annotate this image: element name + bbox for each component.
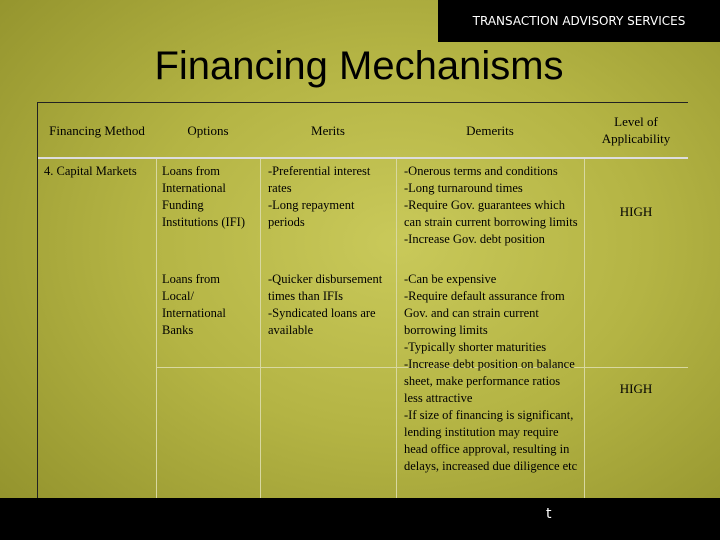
row2-demerit: -Increase debt position on balance sheet, make performance ratios less attractive bbox=[404, 357, 575, 405]
row1-demerit: -Long turnaround times bbox=[404, 181, 523, 195]
header-options: Options bbox=[187, 122, 229, 138]
row1-demerits bbox=[400, 163, 584, 248]
grid-line bbox=[396, 159, 397, 501]
page-title bbox=[0, 44, 720, 89]
row1-option: Loans from International Funding Institutions (IFI) bbox=[162, 164, 245, 229]
row2-merits bbox=[264, 271, 396, 339]
header-demerits: Demerits bbox=[466, 122, 514, 138]
row1-demerit: -Require Gov. guarantees which can strain current borrowing limits bbox=[404, 198, 578, 229]
row1-method: 4. Capital Markets bbox=[44, 164, 137, 178]
footer-bar bbox=[0, 498, 720, 540]
row2-option: Loans from Local/ International Banks bbox=[162, 272, 226, 337]
header-level: Level of Applicability bbox=[601, 114, 671, 146]
row1-level: HIGH bbox=[619, 203, 653, 219]
row2-demerit: -Can be expensive bbox=[404, 272, 497, 286]
row1-merit: -Preferential interest rates bbox=[268, 164, 371, 195]
row2-merit: -Quicker disbursement times than IFIs bbox=[268, 272, 383, 303]
row2-demerit: -Require default assurance from Gov. and can strain current borrowing limits bbox=[404, 289, 565, 337]
row1-demerit: -Increase Gov. debt position bbox=[404, 232, 545, 246]
row2-demerit: -Typically shorter maturities bbox=[404, 340, 547, 354]
row1-merit: -Long repayment periods bbox=[268, 198, 355, 229]
grid-line bbox=[260, 159, 261, 501]
table-header bbox=[38, 103, 688, 159]
row2-merit: -Syndicated loans are available bbox=[268, 306, 376, 337]
header-merits: Merits bbox=[311, 122, 345, 138]
page-title-text: Financing Mechanisms bbox=[154, 44, 564, 88]
row1-demerit: -Onerous terms and conditions bbox=[404, 164, 558, 178]
header-badge-label: TRANSACTION ADVISORY SERVICES bbox=[472, 14, 686, 28]
header-badge bbox=[438, 0, 720, 42]
row2-demerits bbox=[400, 271, 584, 475]
page-mark: t bbox=[546, 506, 552, 522]
financing-table bbox=[37, 102, 688, 501]
row2-level: HIGH bbox=[619, 380, 653, 396]
row2-demerit: -If size of financing is significant, lending institution may require head office approval, resulting in delays, increased due diligence etc bbox=[404, 408, 578, 473]
row1-merits bbox=[264, 163, 396, 231]
grid-line bbox=[156, 159, 157, 501]
header-financing-method: Financing Method bbox=[49, 122, 145, 138]
